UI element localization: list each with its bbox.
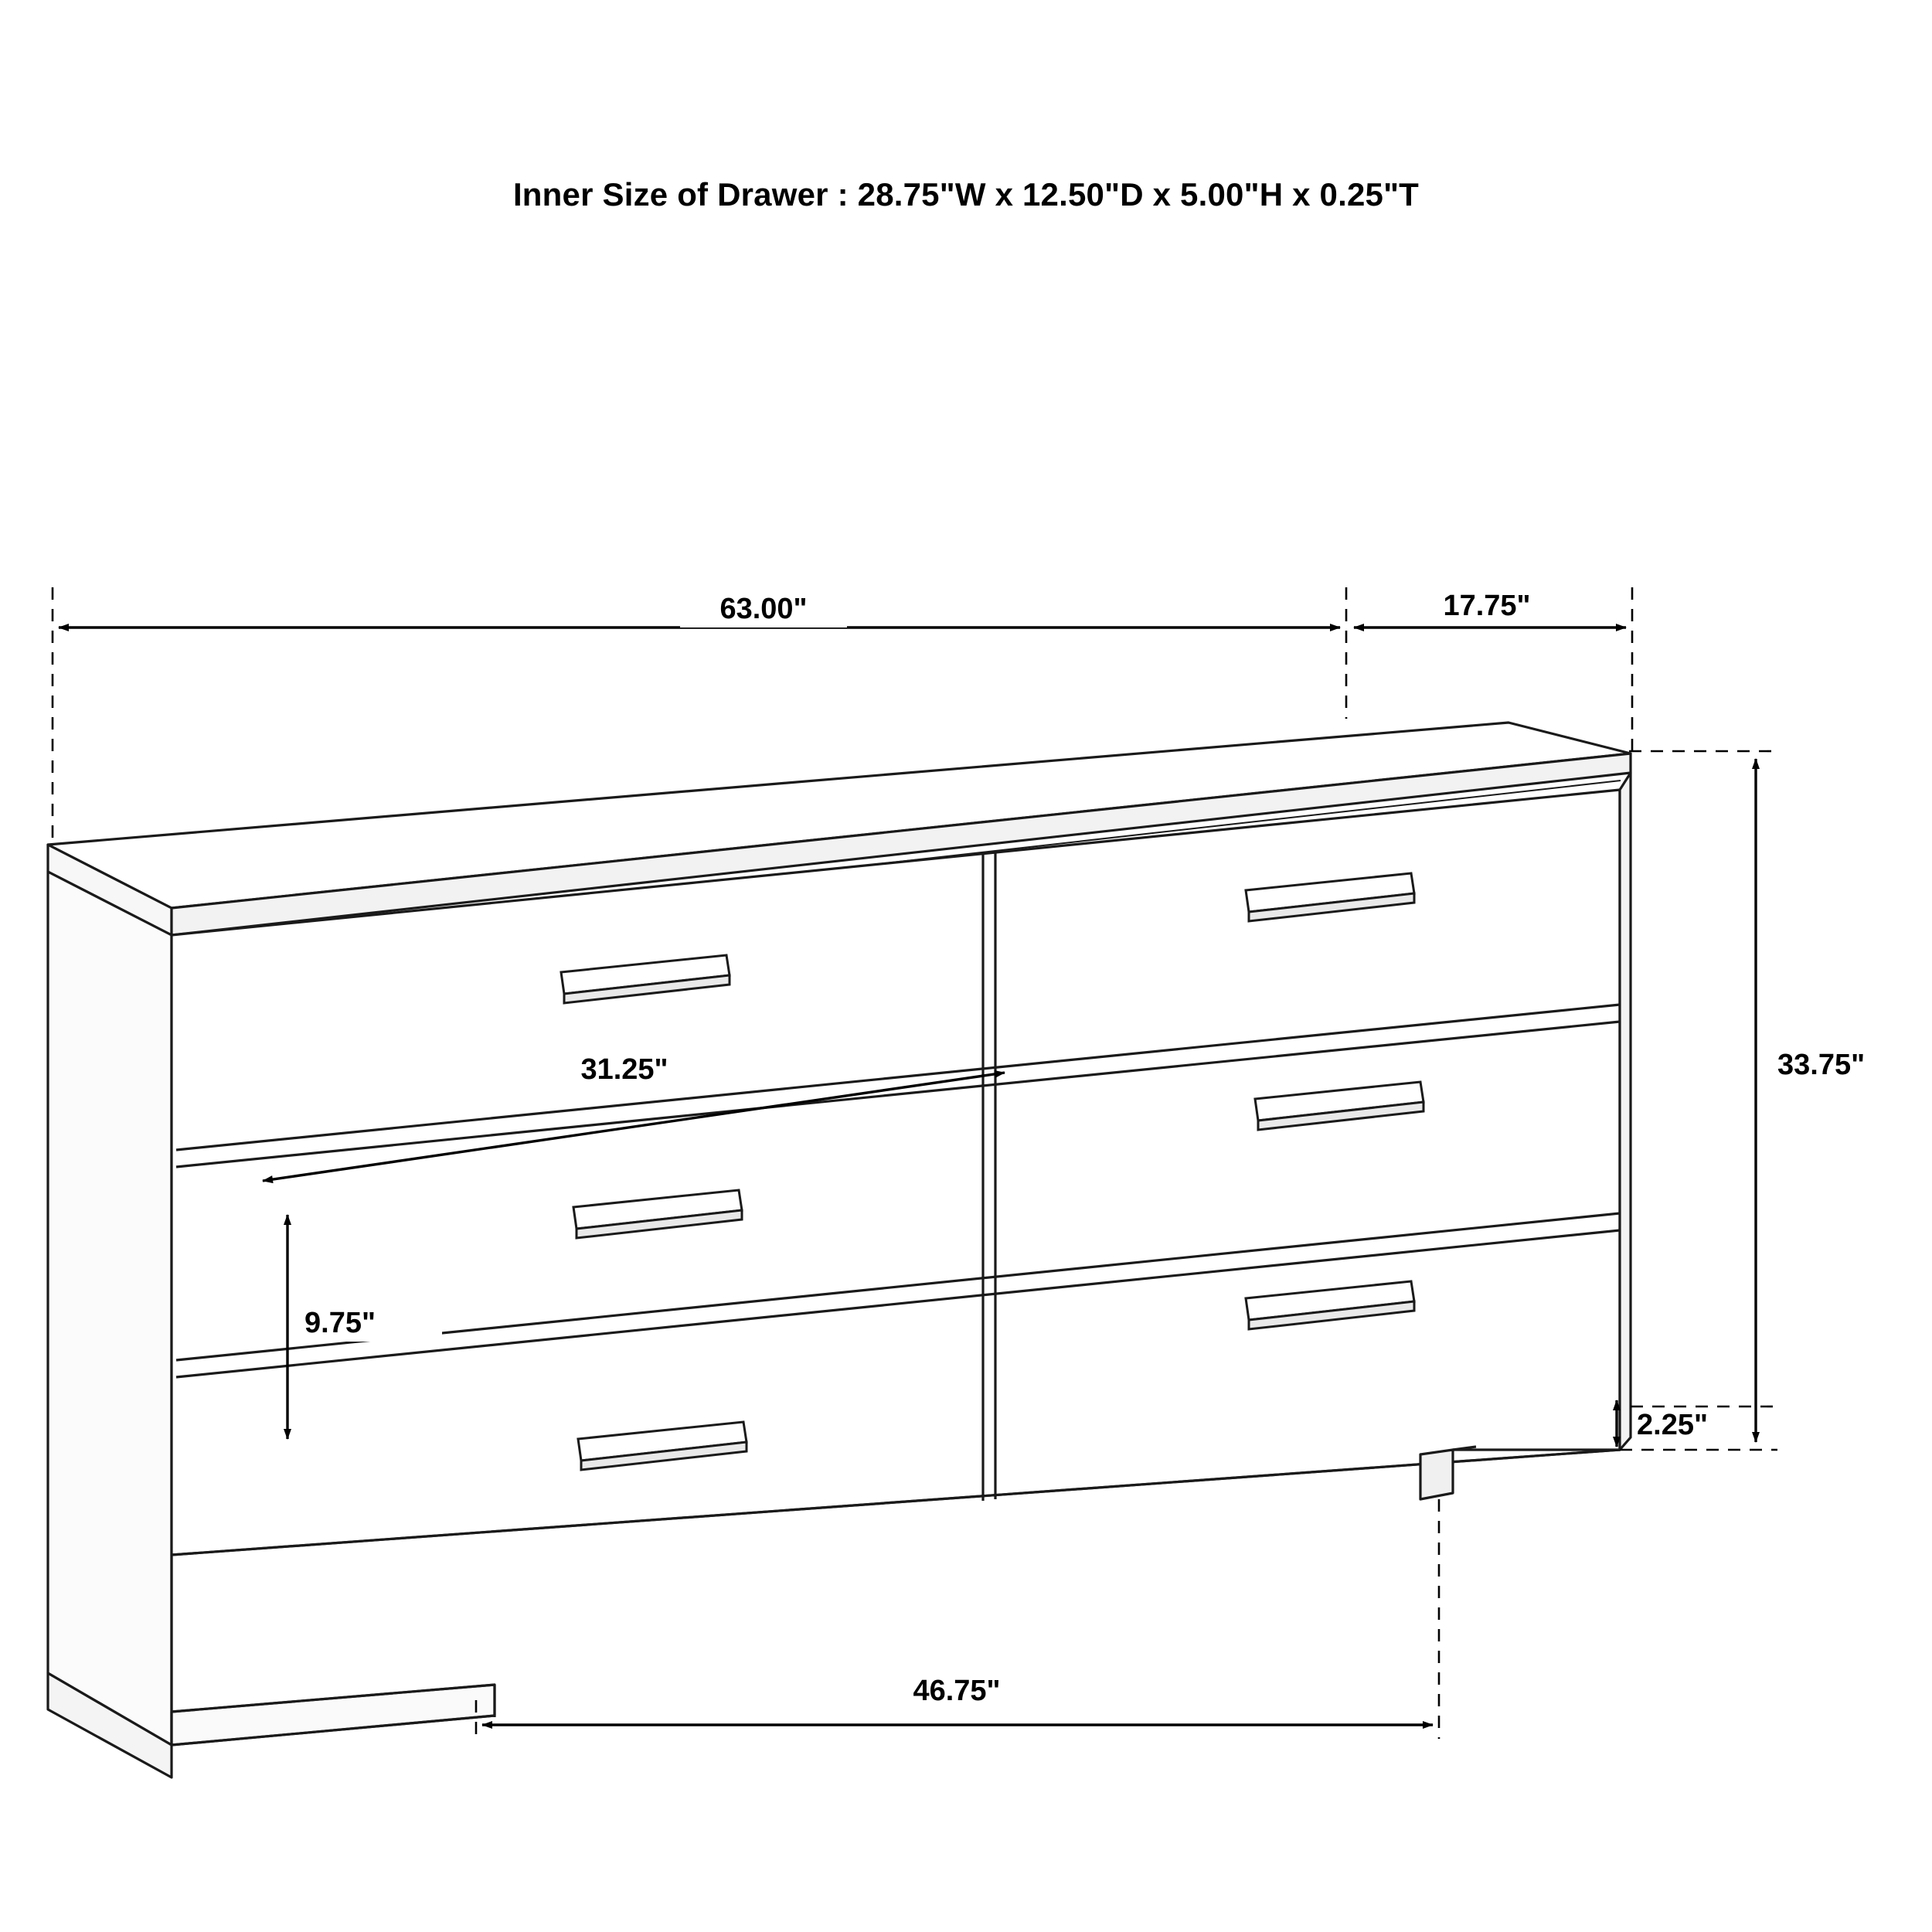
label-drawer-height: 9.75": [304, 1307, 376, 1339]
label-base-height: 2.25": [1637, 1409, 1708, 1441]
label-overall-height: 33.75": [1777, 1049, 1866, 1081]
label-overall-width: 63.00": [719, 593, 808, 625]
label-drawer-width: 31.25": [580, 1053, 668, 1086]
label-depth: 17.75": [1443, 590, 1531, 622]
page-title: Inner Size of Drawer : 28.75"W x 12.50"D x 5.00"H x 0.25"T: [512, 176, 1420, 213]
label-base-width: 46.75": [913, 1675, 1001, 1707]
